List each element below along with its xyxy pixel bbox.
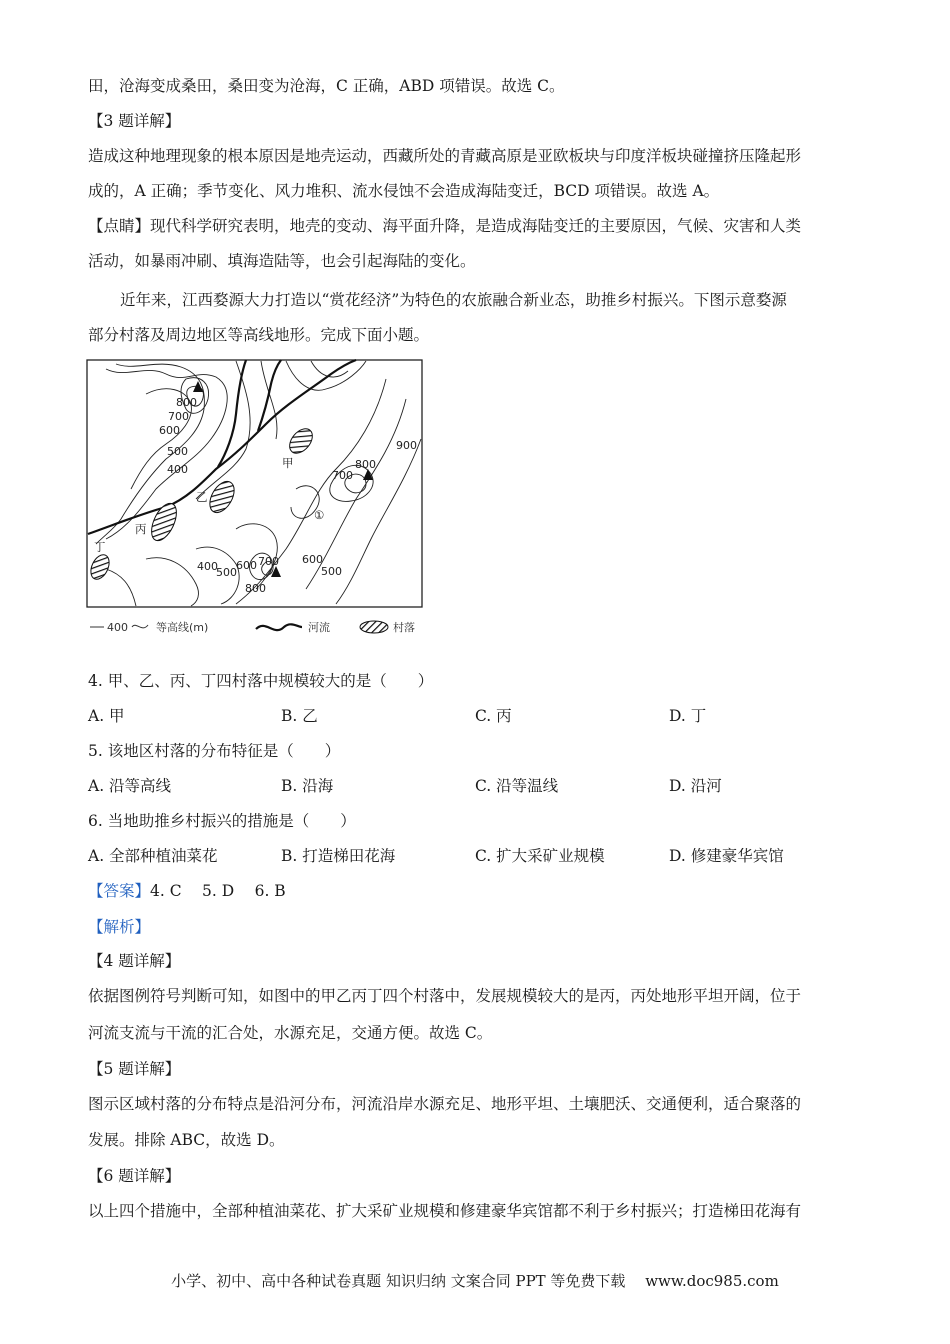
question-option: B. 沿海	[281, 777, 334, 795]
question-stem: 6. 当地助推乡村振兴的措施是（ ）	[88, 812, 356, 830]
question-option: A. 甲	[88, 707, 125, 725]
analysis-label: 【解析】	[88, 918, 151, 936]
text-line: 造成这种地理现象的根本原因是地壳运动，西藏所处的青藏高原是亚欧板块与印度洋板块碰撞挤压隆起形	[88, 147, 802, 165]
answer-text: 4. C 5. D 6. B	[150, 882, 286, 900]
question-stem: 4. 甲、乙、丙、丁四村落中规模较大的是（ ）	[88, 672, 434, 690]
question-option: C. 沿等温线	[475, 777, 559, 795]
contour-label: 600	[159, 424, 180, 437]
question-option: D. 修建豪华宾馆	[669, 847, 784, 865]
question-option: A. 沿等高线	[88, 777, 172, 795]
contour-label: 600	[302, 553, 323, 566]
text-line: 以上四个措施中，全部种植油菜花、扩大采矿业规模和修建豪华宾馆都不利于乡村振兴；打造梯田花海有	[88, 1202, 802, 1220]
text-line: 河流支流与干流的汇合处，水源充足，交通方便。故选 C。	[88, 1024, 493, 1042]
contour-label: 400	[167, 463, 188, 476]
village-label: 丙	[135, 522, 147, 536]
answer-line	[88, 881, 286, 901]
legend-river-symbol	[256, 624, 302, 630]
legend-contour-text: 等高线(m)	[156, 621, 209, 634]
legend-contour-curve	[132, 625, 148, 628]
legend-contour-value: 400	[107, 621, 128, 634]
village-label: 甲	[282, 456, 294, 470]
question-option: C. 扩大采矿业规模	[475, 847, 605, 865]
section-heading: 【3 题详解】	[88, 112, 181, 130]
contour-label: 500	[167, 445, 188, 458]
village-label: 丁	[94, 540, 106, 554]
answer-label: 【答案】	[88, 882, 151, 900]
question-stem: 5. 该地区村落的分布特征是（ ）	[88, 742, 341, 760]
note-line: 【点睛】现代科学研究表明，地壳的变动、海平面升降，是造成海陆变迁的主要原因，气候、灾害和人类	[88, 217, 802, 235]
village-label: 乙	[196, 490, 208, 504]
contour-label: 500	[216, 566, 237, 579]
contour-label: 500	[321, 565, 342, 578]
contour-label: 800	[355, 458, 376, 471]
contour-label: 400	[197, 560, 218, 573]
section-heading: 【6 题详解】	[88, 1167, 181, 1185]
map-legend	[90, 620, 415, 634]
text-line: 图示区域村落的分布特点是沿河分布，河流沿岸水源充足、地形平坦、土壤肥沃、交通便利，适合聚落的	[88, 1095, 802, 1113]
text-line: 活动，如暴雨冲刷、填海造陆等，也会引起海陆的变化。	[88, 252, 476, 270]
contour-label: 800	[176, 396, 197, 409]
contour-label: 600	[236, 559, 257, 572]
page-footer: 小学、初中、高中各种试卷真题 知识归纳 文案合同 PPT 等免费下载 www.doc985.com	[171, 1272, 779, 1290]
text-line: 田，沧海变成桑田，桑田变为沧海，C 正确，ABD 项错误。故选 C。	[88, 77, 565, 95]
legend-village-symbol	[360, 621, 388, 633]
question-option: D. 沿河	[669, 777, 722, 795]
question-option: B. 打造梯田花海	[281, 847, 396, 865]
section-heading: 【4 题详解】	[88, 952, 181, 970]
contour-label: 700	[168, 410, 189, 423]
circle-label: ①	[314, 508, 325, 522]
contour-label: 900	[396, 439, 417, 452]
contour-label: 700	[258, 555, 279, 568]
contour-label: 800	[245, 582, 266, 595]
section-heading: 【5 题详解】	[88, 1060, 181, 1078]
question-option: B. 乙	[281, 707, 318, 725]
contour-label: 700	[332, 469, 353, 482]
legend-village-text: 村落	[393, 621, 415, 634]
text-line: 依据图例符号判断可知，如图中的甲乙丙丁四个村落中，发展规模较大的是丙，丙处地形平坦开阔，位于	[88, 987, 802, 1005]
passage-line: 近年来，江西婺源大力打造以“赏花经济”为特色的农旅融合新业态，助推乡村振兴。下图示意婺源	[120, 291, 787, 309]
passage-line: 部分村落及周边地区等高线地形。完成下面小题。	[88, 326, 430, 344]
question-option: C. 丙	[475, 707, 512, 725]
question-option: D. 丁	[669, 707, 707, 725]
contour-map	[86, 359, 426, 649]
question-option: A. 全部种植油菜花	[88, 847, 218, 865]
text-line: 成的，A 正确；季节变化、风力堆积、流水侵蚀不会造成海陆变迁，BCD 项错误。故选 A。	[88, 182, 720, 200]
text-line: 发展。排除 ABC，故选 D。	[88, 1131, 285, 1149]
legend-river-text: 河流	[308, 621, 330, 634]
